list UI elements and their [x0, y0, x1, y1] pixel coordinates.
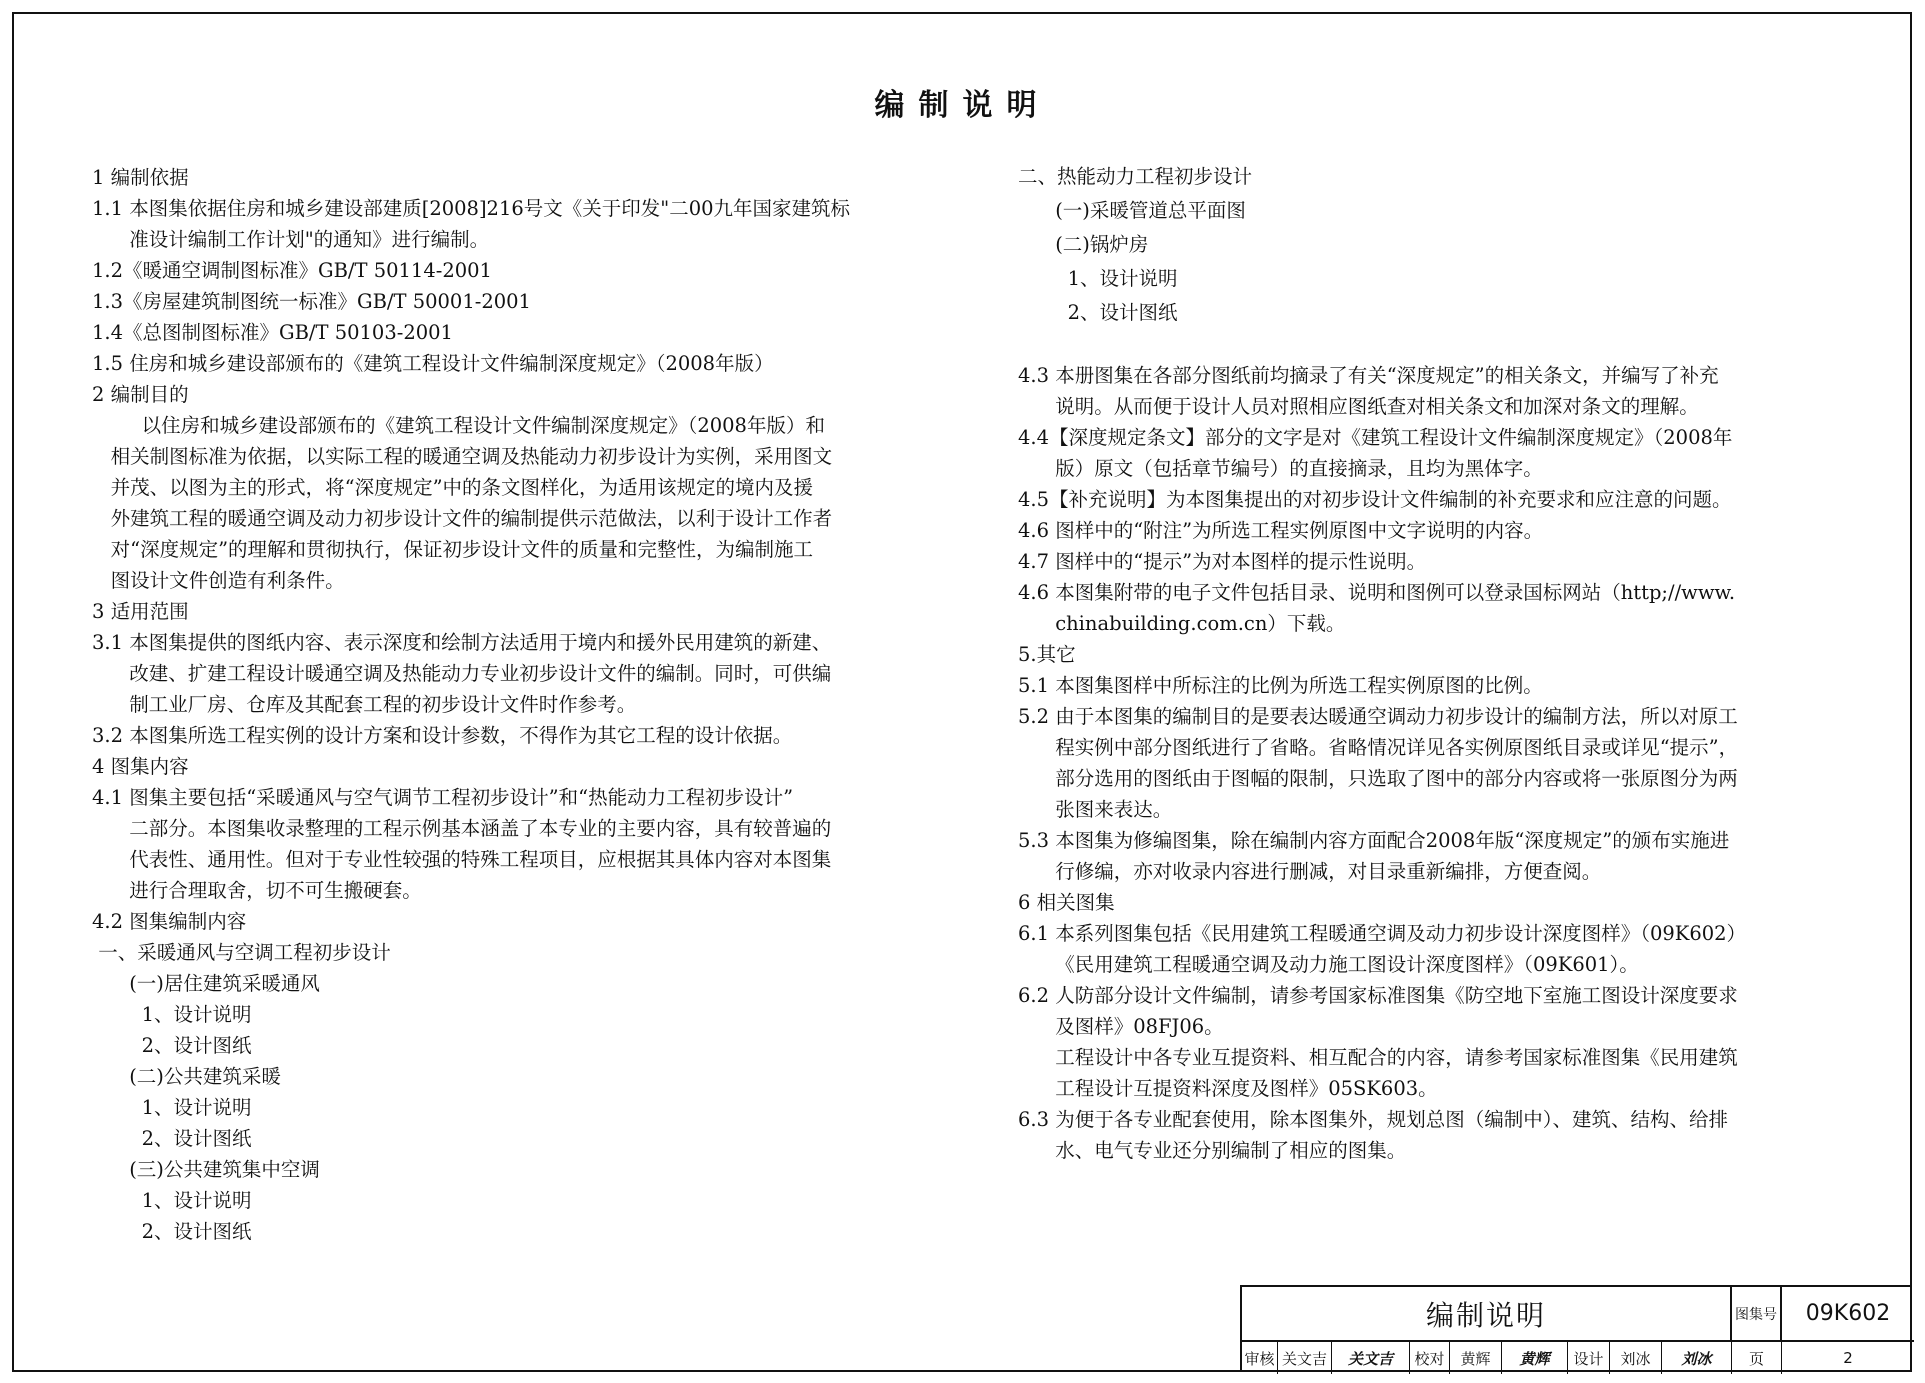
page-label: 页: [1732, 1342, 1782, 1374]
text-line: 2、设计图纸: [92, 1220, 252, 1243]
text-line: 部分选用的图纸由于图幅的限制，只选取了图中的部分内容或将一张原图分为两: [1018, 767, 1738, 790]
text-line: 6.3 为便于各专业配套使用，除本图集外，规划总图（编制中）、建筑、结构、给排: [1018, 1108, 1728, 1131]
heading-line: 1、设计说明: [1018, 267, 1178, 290]
page-number: 2: [1843, 1349, 1853, 1367]
text-line: 1 编制依据: [92, 166, 189, 189]
text-line: (三)公共建筑集中空调: [92, 1158, 320, 1181]
text-line: chinabuilding.com.cn）下载。: [1018, 612, 1346, 635]
design-name: 刘冰: [1610, 1342, 1662, 1374]
text-line: 二部分。本图集收录整理的工程示例基本涵盖了本专业的主要内容，具有较普遍的: [92, 817, 832, 840]
text-line: 外建筑工程的暖通空调及动力初步设计文件的编制提供示范做法，以利于设计工作者: [92, 507, 833, 530]
text-line: 6 相关图集: [1018, 891, 1115, 914]
right-column-heading-block: [1018, 160, 1848, 330]
text-line: 2、设计图纸: [92, 1034, 252, 1057]
design-signature: 刘冰: [1662, 1342, 1732, 1374]
text-line: 说明。从而便于设计人员对照相应图纸查对相关条文和加深对条文的理解。: [1018, 395, 1699, 418]
text-line: 进行合理取舍，切不可生搬硬套。: [92, 879, 422, 902]
text-line: 行修编，亦对收录内容进行删减，对目录重新编排，方便查阅。: [1018, 860, 1602, 883]
design-label: 设计: [1568, 1342, 1610, 1374]
text-line: 4.1 图集主要包括“采暖通风与空气调节工程初步设计”和“热能动力工程初步设计”: [92, 786, 794, 809]
text-line: 4.6 本图集附带的电子文件包括目录、说明和图例可以登录国标网站（http;//www.: [1018, 581, 1736, 604]
text-line: 2、设计图纸: [92, 1127, 252, 1150]
atlas-number: 09K602: [1782, 1287, 1914, 1342]
text-line: 3 适用范围: [92, 600, 189, 623]
text-line: 4.7 图样中的“提示”为对本图样的提示性说明。: [1018, 550, 1427, 573]
text-line: 1、设计说明: [92, 1096, 252, 1119]
review-name: 关文吉: [1278, 1342, 1332, 1374]
text-line: 以住房和城乡建设部颁布的《建筑工程设计文件编制深度规定》（2008年版）和: [92, 414, 825, 437]
check-label: 校对: [1410, 1342, 1450, 1374]
atlas-number-label: 图集号: [1732, 1287, 1782, 1342]
text-line: 并茂、以图为主的形式，将“深度规定”中的条文图样化，为适用该规定的境内及援: [92, 476, 814, 499]
text-line: 版）原文（包括章节编号）的直接摘录，且均为黑体字。: [1018, 457, 1543, 480]
text-line: 1.4《总图制图标准》GB/T 50103-2001: [92, 321, 453, 344]
heading-line: 二、热能动力工程初步设计: [1018, 165, 1253, 188]
check-name: 黄辉: [1450, 1342, 1502, 1374]
text-line: 4 图集内容: [92, 755, 189, 778]
text-line: 4.3 本册图集在各部分图纸前均摘录了有关“深度规定”的相关条文，并编写了补充: [1018, 364, 1719, 387]
title-block: [1240, 1285, 1912, 1372]
text-line: 4.4【深度规定条文】部分的文字是对《建筑工程设计文件编制深度规定》（2008年: [1018, 426, 1733, 449]
text-line: 5.3 本图集为修编图集，除在编制内容方面配合2008年版“深度规定”的颁布实施进: [1018, 829, 1730, 852]
text-line: 1.1 本图集依据住房和城乡建设部建质[2008]216号文《关于印发"二00九年国家建筑标: [92, 197, 851, 220]
text-line: 6.2 人防部分设计文件编制，请参考国家标准图集《防空地下室施工图设计深度要求: [1018, 984, 1738, 1007]
left-column: [92, 162, 932, 1247]
right-column-body: [1018, 360, 1848, 1166]
text-line: 3.1 本图集提供的图纸内容、表示深度和绘制方法适用于境内和援外民用建筑的新建、: [92, 631, 832, 654]
right-column: [1018, 160, 1848, 1166]
text-line: 及图样》08FJ06。: [1018, 1015, 1224, 1038]
text-line: 5.其它: [1018, 643, 1076, 666]
text-line: 对“深度规定”的理解和贯彻执行，保证初步设计文件的质量和完整性，为编制施工: [92, 538, 814, 561]
heading-line: 2、设计图纸: [1018, 301, 1178, 324]
text-line: 5.2 由于本图集的编制目的是要表达暖通空调动力初步设计的编制方法，所以对原工: [1018, 705, 1738, 728]
text-line: 图设计文件创造有利条件。: [92, 569, 345, 592]
text-line: 改建、扩建工程设计暖通空调及热能动力专业初步设计文件的编制。同时，可供编: [92, 662, 832, 685]
text-line: 水、电气专业还分别编制了相应的图集。: [1018, 1139, 1407, 1162]
text-line: 1.5 住房和城乡建设部颁布的《建筑工程设计文件编制深度规定》（2008年版）: [92, 352, 774, 375]
text-line: 2 编制目的: [92, 383, 189, 406]
text-line: (一)居住建筑采暖通风: [92, 972, 320, 995]
text-line: 5.1 本图集图样中所标注的比例为所选工程实例原图的比例。: [1018, 674, 1543, 697]
review-signature: 关文吉: [1332, 1342, 1410, 1374]
text-line: 程实例中部分图纸进行了省略。省略情况详见各实例原图纸目录或详见“提示”，: [1018, 736, 1739, 759]
title-block-title: 编制说明: [1242, 1287, 1732, 1342]
text-line: (二)公共建筑采暖: [92, 1065, 281, 1088]
text-line: 一、采暖通风与空调工程初步设计: [92, 941, 391, 964]
review-label: 审核: [1242, 1342, 1278, 1374]
text-line: 代表性、通用性。但对于专业性较强的特殊工程项目，应根据其具体内容对本图集: [92, 848, 832, 871]
title-block-signature-row: [1242, 1342, 1914, 1374]
text-line: 《民用建筑工程暖通空调及动力施工图设计深度图样》（09K601）。: [1018, 953, 1639, 976]
section-gap: [1018, 330, 1848, 360]
heading-line: (一)采暖管道总平面图: [1018, 199, 1246, 222]
heading-line: (二)锅炉房: [1018, 233, 1149, 256]
text-line: 准设计编制工作计划"的通知》进行编制。: [92, 228, 490, 251]
text-line: 6.1 本系列图集包括《民用建筑工程暖通空调及动力初步设计深度图样》（09K602）: [1018, 922, 1747, 945]
text-line: 3.2 本图集所选工程实例的设计方案和设计参数，不得作为其它工程的设计依据。: [92, 724, 793, 747]
text-line: 1.2《暖通空调制图标准》GB/T 50114-2001: [92, 259, 492, 282]
text-line: 1.3《房屋建筑制图统一标准》GB/T 50001-2001: [92, 290, 531, 313]
text-line: 工程设计中各专业互提资料、相互配合的内容，请参考国家标准图集《民用建筑: [1018, 1046, 1738, 1069]
text-line: 4.2 图集编制内容: [92, 910, 247, 933]
text-line: 制工业厂房、仓库及其配套工程的初步设计文件时作参考。: [92, 693, 637, 716]
page-title: 编制说明: [874, 88, 1051, 123]
text-line: 张图来表达。: [1018, 798, 1173, 821]
text-line: 工程设计互提资料深度及图样》05SK603。: [1018, 1077, 1438, 1100]
text-line: 4.5【补充说明】为本图集提出的对初步设计文件编制的补充要求和应注意的问题。: [1018, 488, 1732, 511]
text-line: 1、设计说明: [92, 1003, 252, 1026]
text-line: 4.6 图样中的“附注”为所选工程实例原图中文字说明的内容。: [1018, 519, 1544, 542]
text-line: 1、设计说明: [92, 1189, 252, 1212]
text-line: 相关制图标准为依据，以实际工程的暖通空调及热能动力初步设计为实例，采用图文: [92, 445, 833, 468]
check-signature: 黄辉: [1502, 1342, 1568, 1374]
